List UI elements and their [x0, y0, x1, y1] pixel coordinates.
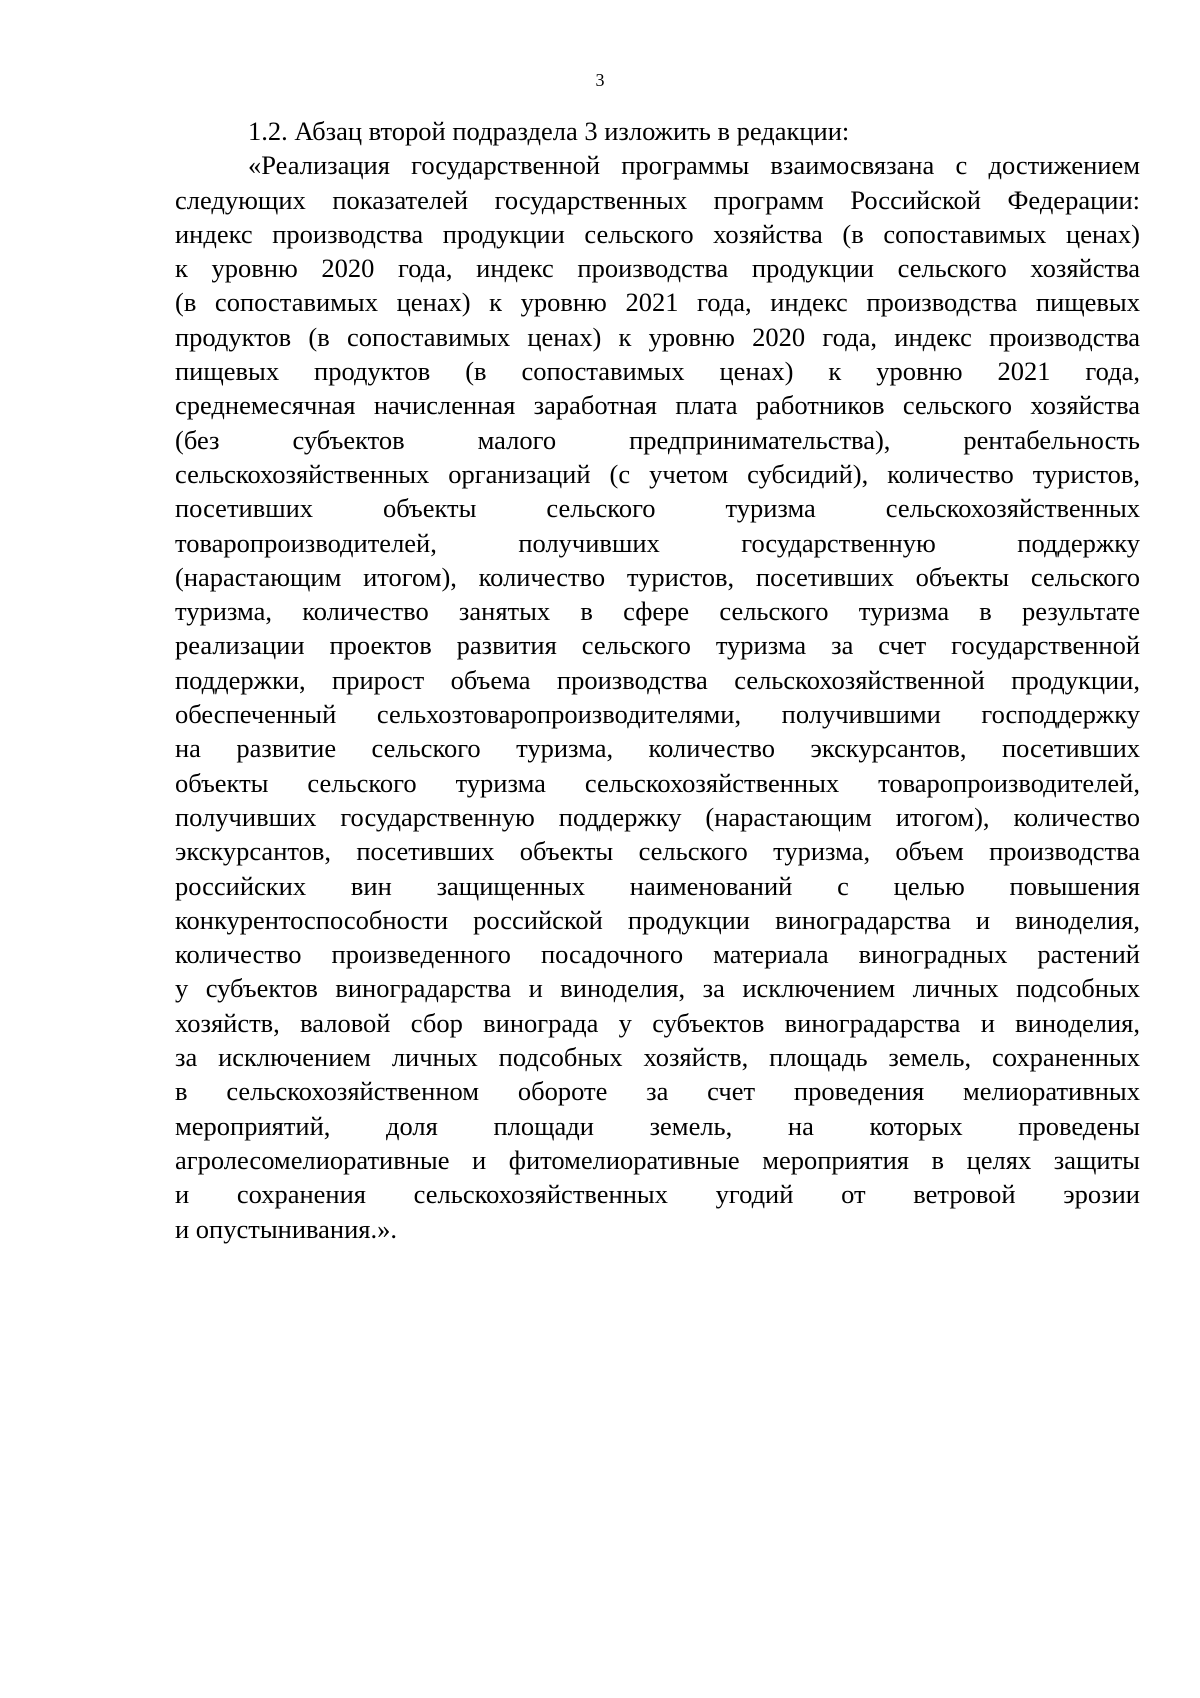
- document-body: [175, 114, 1140, 1246]
- page-number: 3: [595, 70, 605, 90]
- text-line: на развитие сельского туризма, количество экскурсантов, посетивших: [175, 733, 1140, 764]
- text-line: товаропроизводителей, получивших государственную поддержку: [175, 527, 1140, 558]
- text-line: (в сопоставимых ценах) к уровню 2021 года, индекс производства пищевых: [175, 287, 1140, 318]
- text-line: индекс производства продукции сельского хозяйства (в сопоставимых ценах): [175, 218, 1140, 249]
- text-line: получивших государственную поддержку (нарастающим итогом), количество: [175, 801, 1140, 832]
- text-line: за исключением личных подсобных хозяйств, площадь земель, сохраненных: [175, 1042, 1140, 1073]
- text-line: количество произведенного посадочного материала виноградных растений: [175, 939, 1140, 970]
- text-line: у субъектов виноградарства и виноделия, за исключением личных подсобных: [175, 973, 1140, 1004]
- amendment-heading: 1.2. Абзац второй подраздела 3 изложить в редакции:: [248, 116, 850, 146]
- text-line: и опустынивания.».: [175, 1213, 397, 1244]
- text-line: «Реализация государственной программы взаимосвязана с достижением: [248, 150, 1140, 181]
- text-line: туризма, количество занятых в сфере сельского туризма в результате: [175, 596, 1140, 627]
- text-line: к уровню 2020 года, индекс производства продукции сельского хозяйства: [175, 253, 1140, 284]
- text-line: экскурсантов, посетивших объекты сельского туризма, объем производства: [175, 836, 1140, 867]
- text-line: сельскохозяйственных организаций (с учетом субсидий), количество туристов,: [175, 458, 1140, 489]
- text-line: конкурентоспособности российской продукции виноградарства и виноделия,: [175, 904, 1140, 935]
- text-line: следующих показателей государственных программ Российской Федерации:: [175, 184, 1140, 215]
- text-line: (нарастающим итогом), количество туристов, посетивших объекты сельского: [175, 561, 1140, 592]
- text-line: среднемесячная начисленная заработная плата работников сельского хозяйства: [175, 390, 1140, 421]
- text-line: обеспеченный сельхозтоваропроизводителями, получившими господдержку: [175, 699, 1140, 730]
- text-line: реализации проектов развития сельского туризма за счет государственной: [175, 630, 1140, 661]
- amended-paragraph: [175, 148, 1140, 1246]
- text-line: посетивших объекты сельского туризма сельскохозяйственных: [175, 493, 1140, 524]
- text-line: продуктов (в сопоставимых ценах) к уровню 2020 года, индекс производства: [175, 321, 1140, 352]
- text-line: объекты сельского туризма сельскохозяйственных товаропроизводителей,: [175, 767, 1140, 798]
- text-line: хозяйств, валовой сбор винограда у субъектов виноградарства и виноделия,: [175, 1007, 1140, 1038]
- text-line: в сельскохозяйственном обороте за счет проведения мелиоративных: [175, 1076, 1140, 1107]
- text-line: (без субъектов малого предпринимательства), рентабельность: [175, 424, 1140, 455]
- text-line: поддержки, прирост объема производства сельскохозяйственной продукции,: [175, 664, 1140, 695]
- text-line: агролесомелиоративные и фитомелиоративные мероприятия в целях защиты: [175, 1144, 1140, 1175]
- text-line: мероприятий, доля площади земель, на которых проведены: [175, 1110, 1140, 1141]
- text-line: пищевых продуктов (в сопоставимых ценах) к уровню 2021 года,: [175, 356, 1140, 387]
- text-line: российских вин защищенных наименований с целью повышения: [175, 870, 1140, 901]
- text-line: и сохранения сельскохозяйственных угодий от ветровой эрозии: [175, 1179, 1140, 1210]
